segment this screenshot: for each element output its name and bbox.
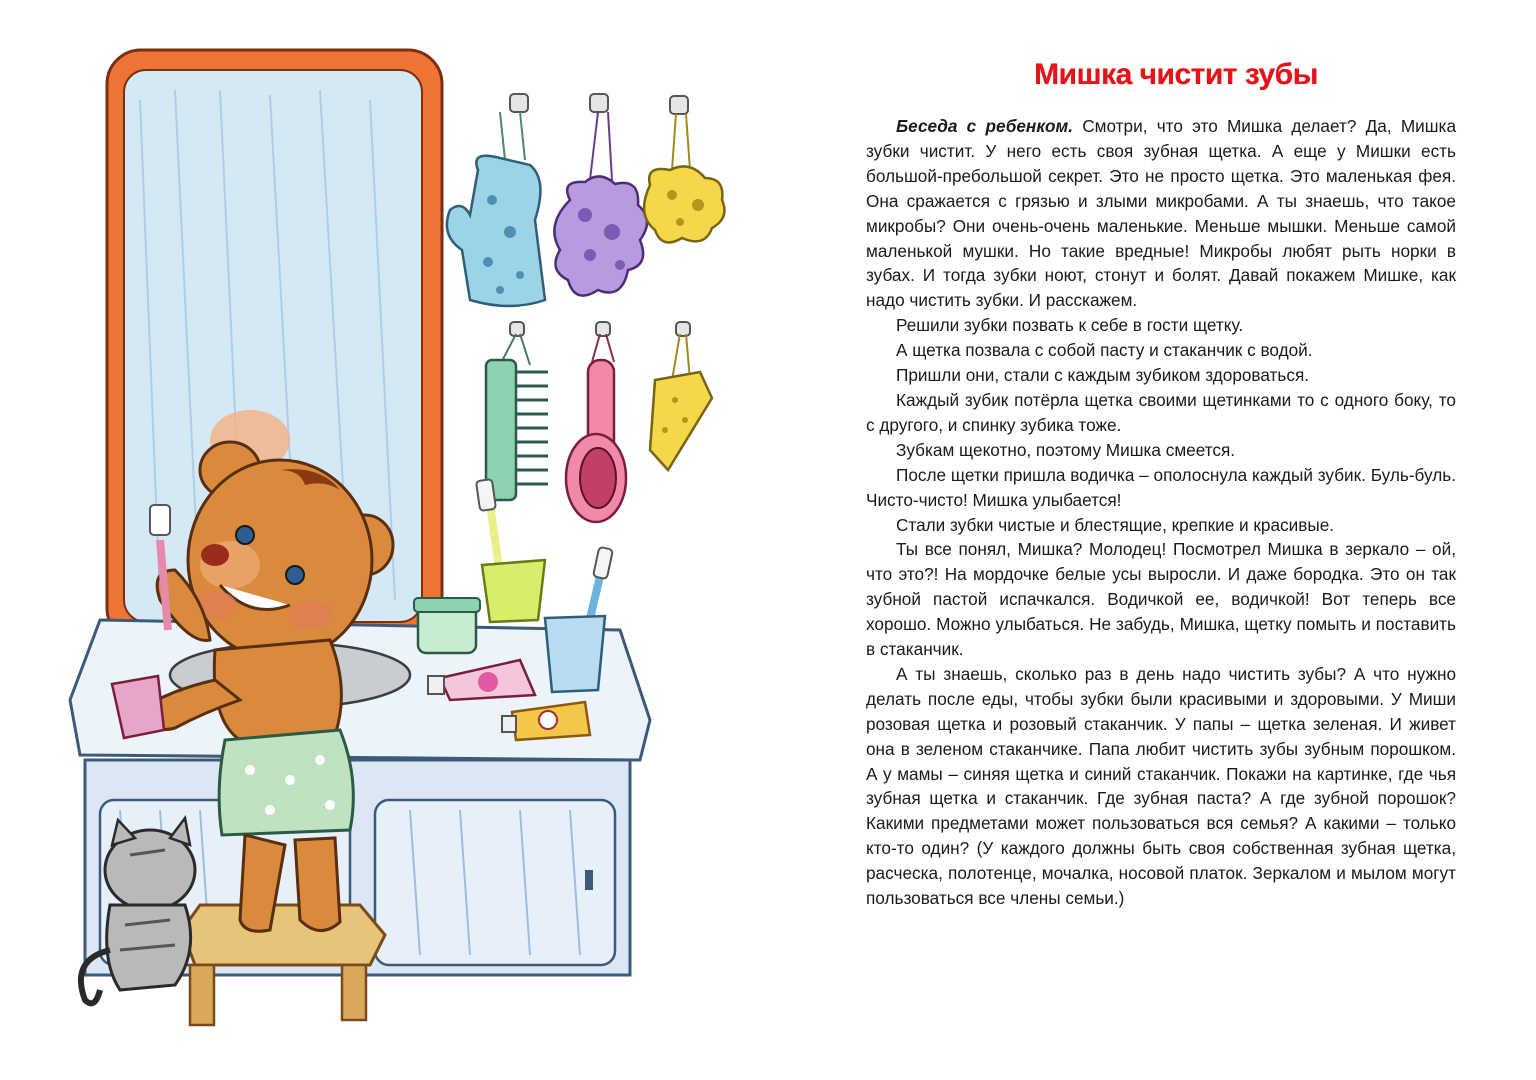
page-title: Мишка чистит зубы [1034,58,1318,91]
mitten-icon [447,112,545,306]
story-paragraph: Пришли они, стали с каждым зубиком здороваться. [896,365,1310,386]
story-lead: Беседа с ребенком. [896,116,1074,136]
washcloth-icon [554,112,647,296]
story-paragraph-intro [866,114,1456,313]
story-paragraph: Каждый зубик потёрла щетка своими щетинками то с одного боку, то с другого, и спинку зубика тоже. [866,389,1456,435]
story-text-page [866,58,1456,911]
story-paragraph: Стали зубки чистые и блестящие, крепкие и красивые. [896,514,1335,535]
tooth-powder-jar-icon [414,598,480,653]
story-paragraph: Зубкам щекотно, поэтому Мишка смеется. [896,439,1236,460]
story-paragraph-text: Смотри, что это Мишка делает? Да, Мишка зубки чистит. У него есть своя зубная щетка. А еще у Мишки есть большой-пребольшой секрет. Это не просто щетка. Это маленькая фея. Она сражается с грязью и злыми микробами. А ты знаешь, что такое микробы? Они очень-очень маленькие. Меньше мышки. Меньше самой маленькой мушки. Но такие вредные! Микробы любят рыть норки в зубах. И тогда зубки ноют, стонут и болят. Давай покажем Мишке, как надо чистить зубки. И расскажем. [866,116,1457,311]
story-paragraph: Ты все понял, Мишка? Молодец! Посмотрел Мишка в зеркало – ой, что это?! На мордочке белые усы выросли. И даже бородка. Это он так зубной пастой испачкался. Водичкой ее, водичкой! Вот теперь все хорошо. Можно улыбаться. Не забудь, Мишка, щетку помыть и поставить в стаканчик. [866,539,1456,660]
hairbrush-icon [566,334,626,522]
story-paragraph: А щетка позвала с собой пасту и стаканчик с водой. [896,340,1313,361]
story-paragraph: Решили зубки позвать к себе в гости щетку. [896,315,1244,336]
stool-icon [182,905,385,1025]
comb-icon [486,334,548,500]
story-body [866,114,1456,911]
story-paragraph: После щетки пришла водичка – ополоснула каждый зубик. Буль-буль. Чисто-чисто! Мишка улыбается! [866,464,1456,510]
small-comb-icon [650,334,712,470]
sponge-icon [644,114,724,243]
story-paragraph: А ты знаешь, сколько раз в день надо чистить зубы? А что нужно делать после еды, чтобы зубки были красивыми и здоровыми. У Миши розовая щетка и розовый стаканчик. У папы – щетка зеленая. И живет она в зеленом стаканчике. Папа любит чистить зубы зубным порошком. А у мамы – синяя щетка и синий стаканчик. Покажи на картинке, где чья зубная щетка и стаканчик. Где зубная паста? А где зубной порошок? Какими предметами может пользоваться вся семья? А какими – только кто-то один? (У каждого должны быть своя собственная зубная щетка, расческа, полотенце, мочалка, носовой платок. Зеркалом и мылом могут пользоваться все члены семьи.) [866,663,1456,909]
